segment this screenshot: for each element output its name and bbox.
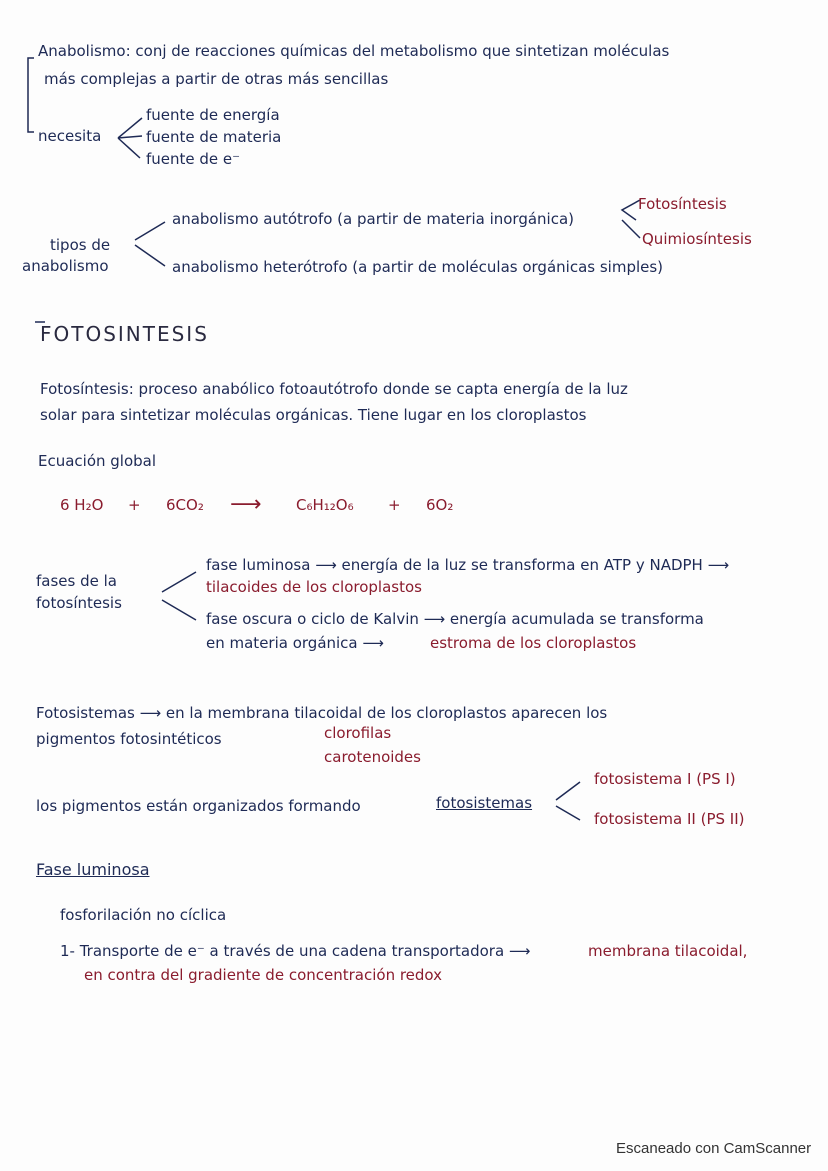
need-materia: fuente de materia — [146, 128, 282, 146]
anabolismo-def-2: más complejas a partir de otras más sencillas — [44, 70, 389, 88]
item-2: en contra del gradiente de concentración redox — [84, 966, 443, 984]
quimiosintesis-type: Quimiosíntesis — [642, 230, 752, 248]
fase-oscura-2a: en materia orgánica ⟶ — [206, 634, 384, 652]
tipos-label-1: tipos de — [50, 236, 111, 254]
item-1a: 1- Transporte de e⁻ a través de una cadena transportadora ⟶ — [60, 942, 531, 960]
eq-product-1: C₆H₁₂O₆ — [296, 496, 354, 514]
fotosintesis-def-1: Fotosíntesis: proceso anabólico fotoautótrofo donde se capta energía de la luz — [40, 380, 628, 398]
fases-label-2: fotosíntesis — [36, 594, 122, 612]
fotosistemas-3a: los pigmentos están organizados formando — [36, 797, 361, 815]
section-title: FOTOSINTESIS — [40, 322, 209, 346]
fase-luminosa-2: tilacoides de los cloroplastos — [206, 578, 422, 596]
fotosistemas-2: pigmentos fotosintéticos — [36, 730, 222, 748]
eq-reactant-2: 6CO₂ — [166, 496, 204, 514]
fase-luminosa-1: fase luminosa ⟶ energía de la luz se transforma en ATP y NADPH ⟶ — [206, 556, 730, 574]
fase-oscura-2b: estroma de los cloroplastos — [430, 634, 637, 652]
ps2: fotosistema II (PS II) — [594, 810, 745, 828]
fosforilacion: fosforilación no cíclica — [60, 906, 227, 924]
anabolismo-def-1: Anabolismo: conj de reacciones químicas del metabolismo que sintetizan moléculas — [38, 42, 670, 60]
eq-arrow: ⟶ — [230, 492, 262, 517]
need-electrones: fuente de e⁻ — [146, 150, 241, 168]
ps1: fotosistema I (PS I) — [594, 770, 736, 788]
fotosintesis-def-2: solar para sintetizar moléculas orgánicas. Tiene lugar en los cloroplastos — [40, 406, 587, 424]
eq-reactant-1: 6 H₂O — [60, 496, 104, 514]
fotosistemas-1: Fotosistemas ⟶ en la membrana tilacoidal de los cloroplastos aparecen los — [36, 704, 608, 722]
carotenoides: carotenoides — [324, 748, 421, 766]
clorofilas: clorofilas — [324, 724, 392, 742]
eq-plus-1: + — [128, 496, 141, 514]
ecuacion-label: Ecuación global — [38, 452, 157, 470]
fases-label-1: fases de la — [36, 572, 117, 590]
item-1b: membrana tilacoidal, — [588, 942, 748, 960]
fase-luminosa-title: Fase luminosa — [36, 860, 150, 879]
fotosistemas-3b: fotosistemas — [436, 794, 533, 812]
eq-product-2: 6O₂ — [426, 496, 454, 514]
eq-plus-2: + — [388, 496, 401, 514]
anabolismo-autotrofo: anabolismo autótrofo (a partir de materia inorgánica) — [172, 210, 575, 228]
fotosintesis-type: Fotosíntesis — [638, 195, 727, 213]
fase-oscura-1: fase oscura o ciclo de Kalvin ⟶ energía acumulada se transforma — [206, 610, 704, 628]
tipos-label-2: anabolismo — [22, 257, 109, 275]
need-energia: fuente de energía — [146, 106, 280, 124]
anabolismo-heterotrofo: anabolismo heterótrofo (a partir de moléculas orgánicas simples) — [172, 258, 664, 276]
necesita-label: necesita — [38, 127, 102, 145]
camscanner-watermark: Escaneado con CamScanner — [616, 1140, 812, 1157]
